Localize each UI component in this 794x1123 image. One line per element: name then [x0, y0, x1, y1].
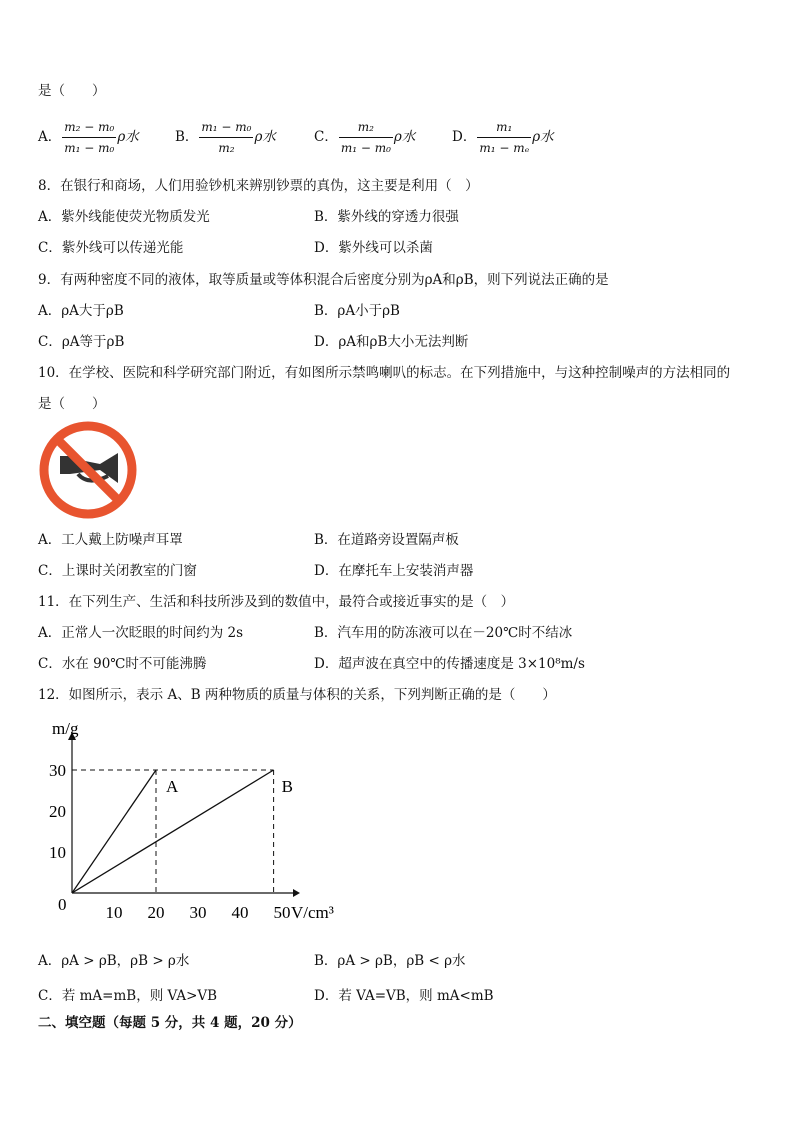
numerator: m₁ − m₀ — [199, 118, 253, 138]
density-symbol: ρ水 — [254, 129, 276, 145]
q8-option-c: C．紫外线可以传递光能 — [38, 240, 184, 256]
option-label: C． — [314, 129, 338, 145]
q10-option-a: A．工人戴上防噪声耳罩 — [38, 532, 183, 548]
q9-option-a: A．ρA大于ρB — [38, 303, 124, 319]
q12-option-b: B．ρA > ρB，ρB < ρ水 — [314, 953, 466, 969]
q8-option-b: B．紫外线的穿透力很强 — [314, 209, 459, 225]
q11-stem: 11．在下列生产、生活和科技所涉及到的数值中，最符合或接近事实的是（ ） — [38, 594, 515, 610]
fraction — [62, 118, 116, 157]
mass-volume-chart — [38, 712, 358, 934]
q7-stem-end: 是（ ） — [38, 83, 106, 99]
q11-option-c: C．水在 90℃时不可能沸腾 — [38, 656, 207, 672]
q10-option-b: B．在道路旁设置隔声板 — [314, 532, 459, 548]
q8-option-d: D．紫外线可以杀菌 — [314, 240, 433, 256]
density-symbol: ρ水 — [393, 129, 416, 145]
q9-option-d: D．ρA和ρB大小无法判断 — [314, 334, 469, 350]
q8-option-a: A．紫外线能使荧光物质发光 — [38, 209, 210, 225]
q12-option-d: D．若 VA=VB，则 mA<mB — [314, 988, 494, 1004]
q10-option-c: C．上课时关闭教室的门窗 — [38, 563, 197, 579]
q12-option-c: C．若 mA=mB，则 VA>VB — [38, 988, 218, 1004]
q7-option-b — [175, 118, 276, 157]
origin-label: 0 — [58, 895, 67, 914]
q10-stem-end: 是（ ） — [38, 396, 106, 412]
series-label-a: A — [166, 777, 179, 796]
q12-stem: 12．如图所示，表示 A、B 两种物质的质量与体积的关系，下列判断正确的是（ ） — [38, 687, 556, 703]
density-symbol: ρ水 — [532, 129, 554, 145]
denominator: m₂ — [218, 141, 235, 155]
x-axis-label: V/cm³ — [291, 903, 334, 922]
no-honking-sign-icon — [38, 420, 138, 520]
denominator: m₁ − m₀ — [64, 141, 115, 155]
q7-option-a — [38, 118, 139, 157]
option-label: B． — [175, 129, 199, 145]
q11-option-b: B．汽车用的防冻液可以在－20℃时不结冰 — [314, 625, 573, 641]
x-tick-label: 20 — [147, 903, 165, 922]
fraction — [199, 118, 253, 157]
y-axis-label: m/g — [52, 719, 79, 738]
option-label: A． — [38, 129, 62, 145]
q10-stem: 10．在学校、医院和科学研究部门附近，有如图所示禁鸣喇叭的标志。在下列措施中，与这种控制噪声的方法相同的 — [38, 365, 731, 381]
q9-option-b: B．ρA小于ρB — [314, 303, 400, 319]
x-tick-label: 40 — [231, 903, 249, 922]
fraction — [339, 118, 393, 157]
y-tick-label: 20 — [49, 802, 66, 821]
q9-stem: 9．有两种密度不同的液体，取等质量或等体积混合后密度分别为ρA和ρB，则下列说法正确的是 — [38, 272, 609, 288]
q8-stem: 8．在银行和商场，人们用验钞机来辨别钞票的真伪，这主要是利用（ ） — [38, 178, 479, 194]
q10-option-d: D．在摩托车上安装消声器 — [314, 563, 474, 579]
numerator: m₂ − m₀ — [62, 118, 116, 138]
density-symbol: ρ水 — [117, 129, 139, 145]
x-tick-label: 10 — [105, 903, 123, 922]
series-label-b: B — [281, 777, 293, 796]
x-tick-label: 50 — [273, 903, 291, 922]
section-2-heading: 二、填空题（每题 5 分，共 4 题，20 分） — [38, 1015, 302, 1031]
q12-option-a: A．ρA > ρB，ρB > ρ水 — [38, 953, 190, 969]
q11-option-d: D．超声波在真空中的传播速度是 3×10⁸m/s — [314, 656, 585, 672]
y-tick-label: 30 — [49, 761, 66, 780]
series-line-a — [72, 770, 156, 893]
option-label: D． — [452, 129, 477, 145]
fraction — [477, 118, 531, 157]
numerator: m₂ — [339, 118, 393, 138]
q11-option-a: A．正常人一次眨眼的时间约为 2s — [38, 625, 244, 641]
denominator: m₁ − m₀ — [340, 141, 391, 155]
q7-option-d — [452, 118, 554, 157]
x-tick-label: 30 — [189, 903, 207, 922]
x-axis-arrow — [293, 889, 300, 897]
numerator: m₁ — [477, 118, 531, 138]
q9-option-c: C．ρA等于ρB — [38, 334, 125, 350]
denominator: m₁ − mₑ — [479, 141, 530, 155]
q7-option-c — [314, 118, 415, 157]
y-tick-label: 10 — [49, 843, 66, 862]
